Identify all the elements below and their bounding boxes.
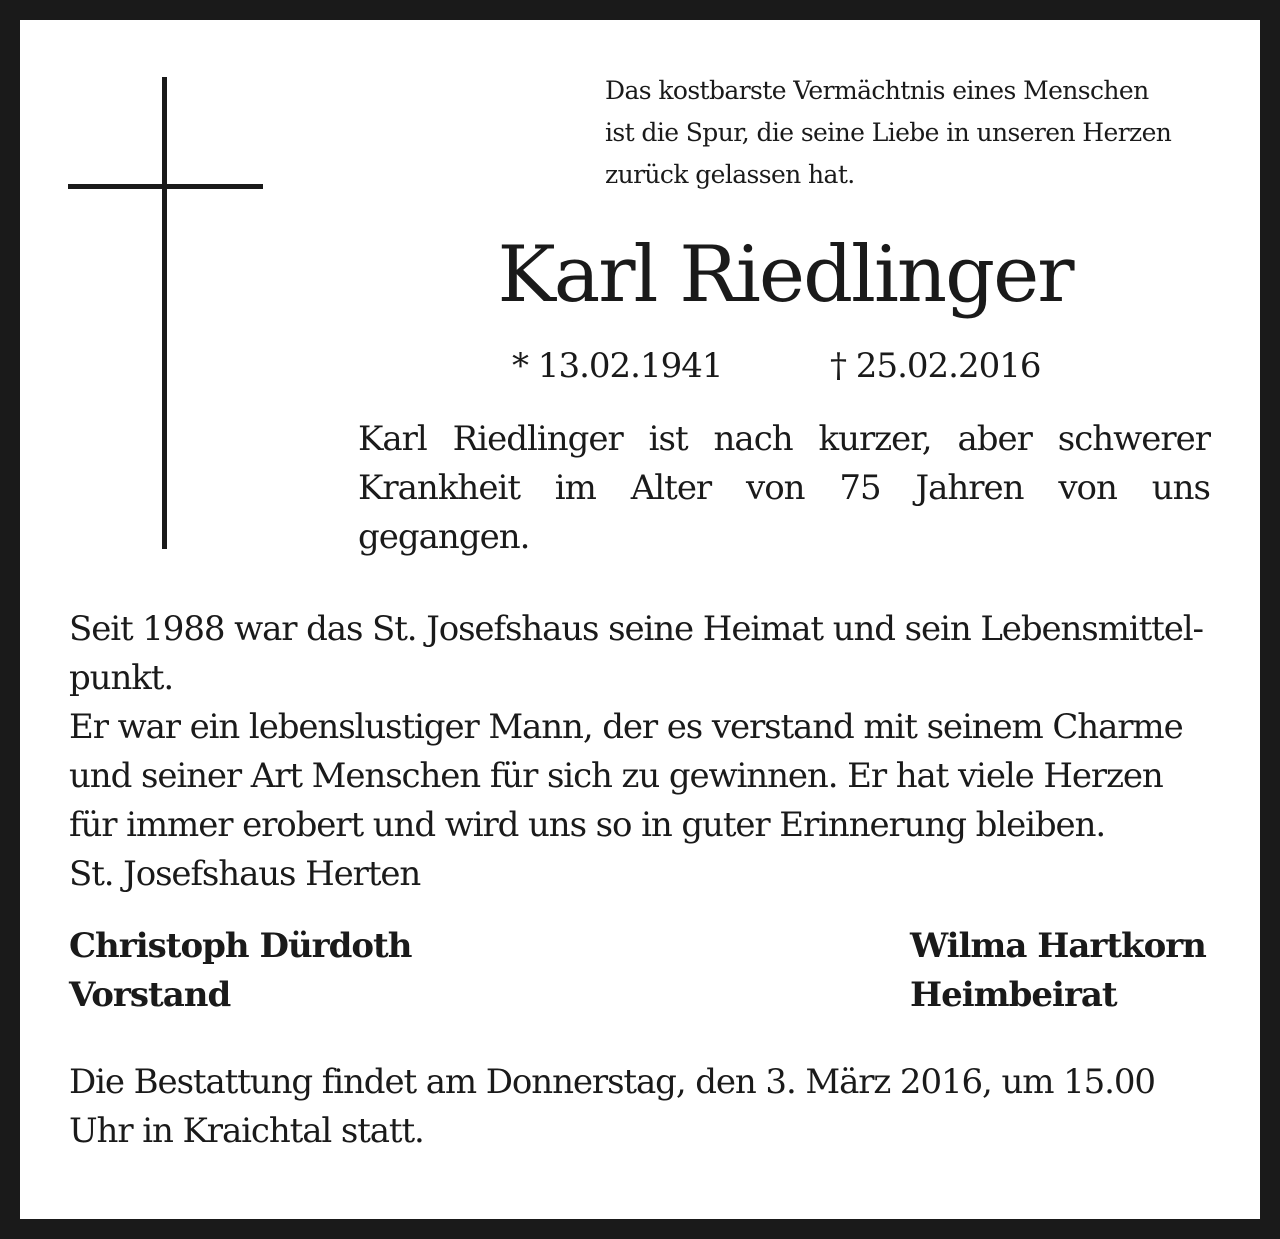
signatory-name: Christoph Dürdoth: [69, 926, 412, 966]
birth-date: * 13.02.1941: [512, 346, 723, 386]
cross-vertical-bar: [162, 77, 167, 549]
death-date: † 25.02.2016: [830, 346, 1041, 386]
signatory-right: [910, 922, 1206, 1020]
signatory-role: Heimbeirat: [910, 975, 1117, 1015]
signatory-role: Vorstand: [69, 975, 231, 1015]
intro-text: Karl Riedlinger ist nach kurzer, aber schwerer Krankheit im Alter von 75 Jahren von uns gegangen.: [358, 419, 1210, 557]
signatory-name: Wilma Hartkorn: [910, 926, 1206, 966]
signatory-left: [69, 922, 411, 1020]
deceased-name: Karl Riedlinger: [497, 230, 1073, 320]
tribute-text: Seit 1988 war das St. Josefshaus seine Heimat und sein Lebensmittel- punkt. Er war ein lebenslustiger Mann, der es verstand mit seinem Charme und seiner Art Menschen für sich zu gewinnen. Er hat viele Herzen für immer erobert und wird uns so in guter Erinnerung bleiben. St. Josefshaus Herten: [69, 609, 1203, 894]
cross-horizontal-bar: [68, 184, 263, 189]
memorial-quote: Das kostbarste Vermächtnis eines Menschen ist die Spur, die seine Liebe in unseren Herzen zurück gelassen hat.: [605, 76, 1172, 189]
funeral-details: Die Bestattung findet am Donnerstag, den 3. März 2016, um 15.00 Uhr in Kraichtal statt.: [69, 1062, 1155, 1151]
